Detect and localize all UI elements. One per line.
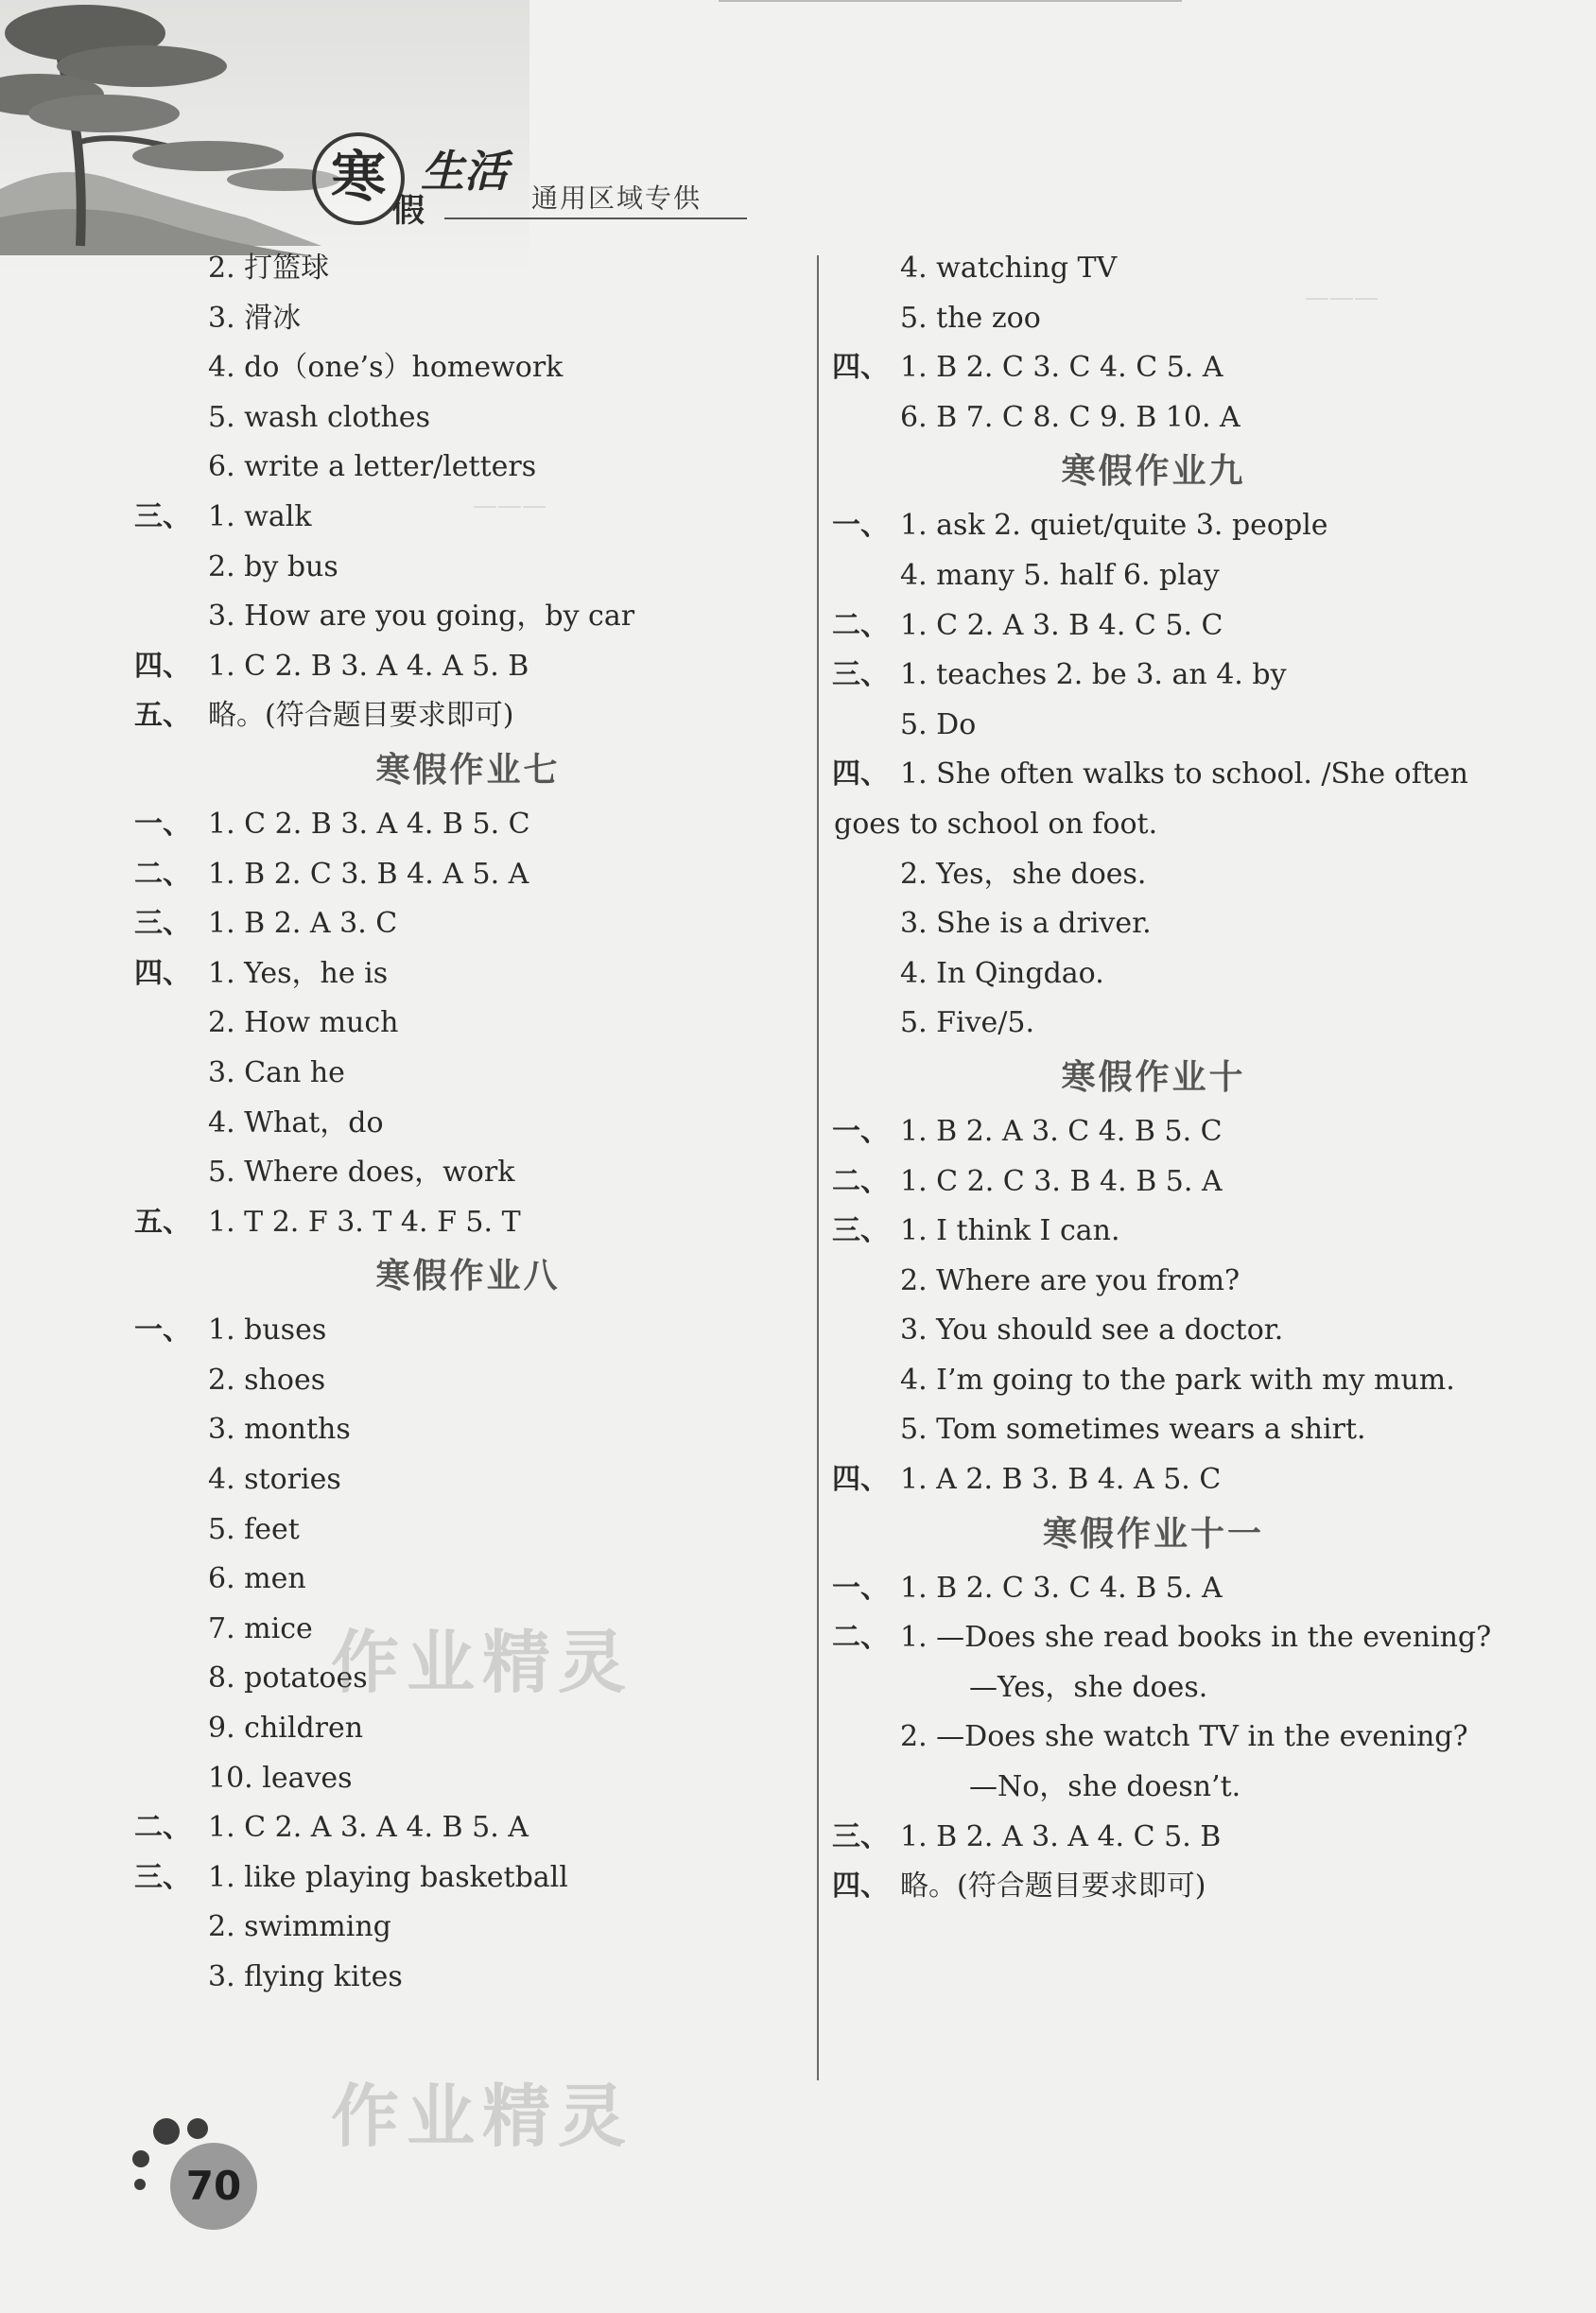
answer-text: 4. many 5. half 6. play bbox=[900, 558, 1220, 592]
answer-row bbox=[832, 501, 1475, 551]
answer-row bbox=[142, 1953, 794, 2003]
answer-text: 1. teaches 2. be 3. an 4. by bbox=[900, 658, 1287, 692]
answer-text: 2. How much bbox=[208, 1006, 399, 1040]
answer-row bbox=[142, 1405, 794, 1455]
answer-text: 1. B 2. C 3. C 4. C 5. A bbox=[900, 351, 1223, 385]
section-marker: 四、 bbox=[832, 351, 889, 385]
answer-text: 5. Do bbox=[900, 707, 977, 741]
section-title: 寒假作业八 bbox=[375, 1257, 561, 1296]
answer-row bbox=[832, 651, 1475, 701]
answer-text: 4. stories bbox=[208, 1463, 341, 1497]
answer-text: 5. Tom sometimes wears a shirt. bbox=[900, 1413, 1366, 1447]
section-marker: 四、 bbox=[134, 956, 191, 990]
answer-text: 4. do（one’s）homework bbox=[208, 351, 564, 385]
section-marker: 三、 bbox=[134, 1860, 191, 1894]
answer-text: 略。(符合题目要求即可) bbox=[900, 1870, 1206, 1904]
answer-row bbox=[832, 1257, 1475, 1307]
answer-row bbox=[832, 850, 1475, 900]
answer-row bbox=[142, 244, 794, 294]
answer-row bbox=[832, 1862, 1475, 1912]
answer-row bbox=[134, 1803, 794, 1853]
section-marker: 一、 bbox=[832, 509, 889, 543]
section-marker: 二、 bbox=[832, 1621, 889, 1655]
bleed-through: ——— bbox=[1305, 284, 1379, 312]
answer-row bbox=[832, 800, 1475, 850]
answer-text: 3. Can he bbox=[208, 1055, 345, 1089]
watermark: 作业精灵 bbox=[331, 1623, 634, 1702]
answer-row bbox=[134, 1198, 794, 1248]
decor-dot bbox=[153, 2118, 180, 2145]
page-number-badge bbox=[132, 2118, 293, 2251]
answer-text: 1. C 2. B 3. A 4. A 5. B bbox=[208, 649, 529, 683]
answer-text: 1. C 2. B 3. A 4. B 5. C bbox=[208, 807, 530, 841]
answer-row bbox=[134, 1306, 794, 1356]
section-title: 寒假作业七 bbox=[375, 750, 561, 790]
section-marker: 一、 bbox=[134, 807, 191, 841]
answer-text: 1. ask 2. quiet/quite 3. people bbox=[900, 509, 1328, 543]
answer-text: 6. men bbox=[208, 1562, 306, 1596]
top-rule bbox=[719, 0, 1182, 2]
answer-text: 8. potatoes bbox=[208, 1661, 368, 1696]
section-marker: 三、 bbox=[832, 1819, 889, 1853]
answer-text: 1. walk bbox=[208, 499, 312, 533]
answer-row bbox=[832, 1306, 1475, 1356]
answer-row bbox=[142, 1049, 794, 1099]
answer-text: 3. She is a driver. bbox=[900, 907, 1152, 941]
brand-char-2: 假 bbox=[392, 192, 425, 230]
answer-row bbox=[134, 800, 794, 850]
answer-row bbox=[832, 899, 1475, 949]
section-marker: 四、 bbox=[832, 1870, 889, 1904]
answer-row bbox=[142, 1455, 794, 1505]
answer-text: 5. Where does，work bbox=[208, 1156, 515, 1190]
answer-text: 4. I’m going to the park with my mum. bbox=[900, 1363, 1455, 1397]
answer-text: 1. T 2. F 3. T 4. F 5. T bbox=[208, 1205, 521, 1239]
answer-row bbox=[142, 1555, 794, 1605]
answer-row bbox=[142, 343, 794, 393]
answer-text: 2. Yes，she does. bbox=[900, 857, 1147, 891]
brand-logo bbox=[312, 132, 737, 230]
answer-row bbox=[832, 1455, 1475, 1505]
answer-row bbox=[134, 1853, 794, 1904]
answer-row bbox=[832, 343, 1475, 393]
brand-char-3: 生活 bbox=[421, 146, 508, 197]
answer-row bbox=[142, 1505, 794, 1556]
section-marker: 三、 bbox=[134, 907, 191, 941]
answer-row bbox=[142, 1148, 794, 1198]
answer-row bbox=[142, 592, 794, 642]
answer-text: 1. B 2. A 3. C bbox=[208, 907, 398, 941]
answer-text: 1. B 2. C 3. B 4. A 5. A bbox=[208, 857, 529, 891]
answer-text: 2. Where are you from? bbox=[900, 1263, 1240, 1297]
answer-row bbox=[832, 294, 1475, 344]
section-marker: 三、 bbox=[832, 1214, 889, 1248]
answer-row bbox=[134, 949, 794, 1000]
answer-text: 5. feet bbox=[208, 1512, 300, 1546]
answer-text: 10. leaves bbox=[208, 1761, 353, 1795]
answer-row bbox=[142, 543, 794, 593]
section-marker: 四、 bbox=[134, 649, 191, 683]
decor-dot bbox=[132, 2150, 149, 2167]
answer-row bbox=[832, 551, 1475, 601]
answer-text: 5. wash clothes bbox=[208, 400, 430, 434]
answer-text: 1. like playing basketball bbox=[208, 1860, 568, 1894]
answer-text: 2. by bus bbox=[208, 549, 338, 583]
answer-text: 7. mice bbox=[208, 1611, 313, 1645]
section-marker: 二、 bbox=[134, 1811, 191, 1845]
answer-text: 1. B 2. C 3. C 4. B 5. A bbox=[900, 1571, 1223, 1605]
answer-text: goes to school on foot. bbox=[834, 807, 1158, 841]
answer-text: 6. B 7. C 8. C 9. B 10. A bbox=[900, 400, 1240, 434]
answer-row bbox=[134, 691, 794, 741]
answer-text: 1. buses bbox=[208, 1313, 327, 1348]
answer-text: 9. children bbox=[208, 1712, 364, 1746]
answer-row bbox=[142, 1754, 794, 1804]
answer-row bbox=[142, 1356, 794, 1406]
answer-text: 4. In Qingdao. bbox=[900, 956, 1104, 990]
section-marker: 四、 bbox=[832, 1463, 889, 1497]
answer-text: 2. shoes bbox=[208, 1363, 326, 1397]
decor-dot bbox=[134, 2179, 146, 2190]
brand-underline bbox=[444, 217, 747, 219]
answer-text: 1. C 2. A 3. A 4. B 5. A bbox=[208, 1811, 529, 1845]
answer-row bbox=[142, 443, 794, 493]
bleed-through: ——— bbox=[473, 492, 546, 520]
section-marker: 四、 bbox=[832, 757, 889, 791]
answer-row bbox=[142, 294, 794, 344]
answer-text: —Yes，she does. bbox=[969, 1670, 1208, 1704]
answer-row bbox=[832, 1157, 1475, 1208]
answer-row bbox=[832, 999, 1475, 1049]
left-column bbox=[134, 244, 794, 2003]
answer-text: 1. C 2. A 3. B 4. C 5. C bbox=[900, 608, 1223, 642]
section-title: 寒假作业九 bbox=[1061, 452, 1246, 492]
answer-row bbox=[832, 949, 1475, 1000]
section-marker: 一、 bbox=[832, 1114, 889, 1148]
section-marker: 二、 bbox=[134, 857, 191, 891]
answer-row bbox=[142, 1903, 794, 1953]
answer-text: 1. C 2. C 3. B 4. B 5. A bbox=[900, 1164, 1223, 1198]
section-marker: 二、 bbox=[832, 608, 889, 642]
answer-text: 5. the zoo bbox=[900, 301, 1041, 335]
answer-text: 3. 滑冰 bbox=[208, 301, 302, 335]
section-title: 寒假作业十一 bbox=[1042, 1514, 1264, 1554]
brand-char-big: 寒 bbox=[312, 132, 405, 225]
answer-text: 3. How are you going，by car bbox=[208, 600, 635, 634]
answer-row bbox=[832, 1663, 1475, 1713]
answer-text: —No，she doesn’t. bbox=[969, 1770, 1241, 1804]
page-number: 70 bbox=[170, 2143, 257, 2230]
answer-text: 2. 打篮球 bbox=[208, 252, 330, 285]
section-marker: 一、 bbox=[134, 1313, 191, 1348]
answer-row bbox=[832, 393, 1475, 443]
answer-row bbox=[832, 1613, 1492, 1663]
section-marker: 三、 bbox=[832, 658, 889, 692]
watermark: 作业精灵 bbox=[331, 2077, 634, 2156]
answer-row bbox=[134, 850, 794, 900]
answer-row bbox=[134, 493, 794, 543]
answer-row bbox=[832, 1763, 1475, 1813]
answer-text: 4. watching TV bbox=[900, 252, 1118, 285]
answer-row bbox=[142, 393, 794, 443]
answer-text: 1. Yes，he is bbox=[208, 956, 389, 990]
answer-row bbox=[134, 899, 794, 949]
right-column bbox=[832, 244, 1492, 1912]
section-marker: 五、 bbox=[134, 1205, 191, 1239]
answer-row bbox=[832, 244, 1475, 294]
answer-row bbox=[142, 1099, 794, 1149]
answer-text: 4. What，do bbox=[208, 1105, 384, 1139]
section-marker: 三、 bbox=[134, 499, 191, 533]
answer-text: 1. She often walks to school. /She often bbox=[900, 757, 1468, 791]
answer-text: 1. A 2. B 3. B 4. A 5. C bbox=[900, 1463, 1222, 1497]
answer-row bbox=[832, 601, 1475, 652]
decor-dot bbox=[187, 2118, 208, 2139]
answer-text: 5. Five/5. bbox=[900, 1006, 1035, 1040]
answer-text: 1. B 2. A 3. A 4. C 5. B bbox=[900, 1819, 1222, 1853]
section-title: 寒假作业十 bbox=[1061, 1057, 1246, 1097]
answer-row bbox=[832, 1405, 1475, 1455]
brand-subtitle: 通用区域专供 bbox=[531, 183, 703, 214]
answer-text: 1. B 2. A 3. C 4. B 5. C bbox=[900, 1114, 1223, 1148]
answer-row bbox=[832, 1713, 1475, 1763]
answer-row bbox=[832, 750, 1475, 800]
answer-row bbox=[832, 1813, 1475, 1863]
answer-text: 1. —Does she read books in the evening? bbox=[900, 1621, 1492, 1655]
answer-row bbox=[832, 1107, 1475, 1157]
answer-row bbox=[134, 642, 794, 692]
answer-text: 6. write a letter/letters bbox=[208, 450, 537, 484]
section-marker: 五、 bbox=[134, 699, 191, 733]
answer-row bbox=[832, 1207, 1475, 1257]
answer-row bbox=[832, 1564, 1475, 1614]
answer-text: 2. swimming bbox=[208, 1910, 391, 1944]
answer-row bbox=[832, 1356, 1475, 1406]
answer-row bbox=[832, 701, 1475, 751]
answer-text: 2. —Does she watch TV in the evening? bbox=[900, 1720, 1468, 1754]
column-divider bbox=[817, 255, 819, 2080]
answer-text: 略。(符合题目要求即可) bbox=[208, 699, 514, 733]
section-marker: 一、 bbox=[832, 1571, 889, 1605]
answer-text: 3. flying kites bbox=[208, 1960, 403, 1993]
answer-text: 1. I think I can. bbox=[900, 1214, 1120, 1248]
answer-row bbox=[142, 1704, 794, 1754]
section-marker: 二、 bbox=[832, 1164, 889, 1198]
answer-text: 3. months bbox=[208, 1413, 351, 1447]
answer-text: 3. You should see a doctor. bbox=[900, 1313, 1284, 1348]
answer-row bbox=[142, 999, 794, 1049]
